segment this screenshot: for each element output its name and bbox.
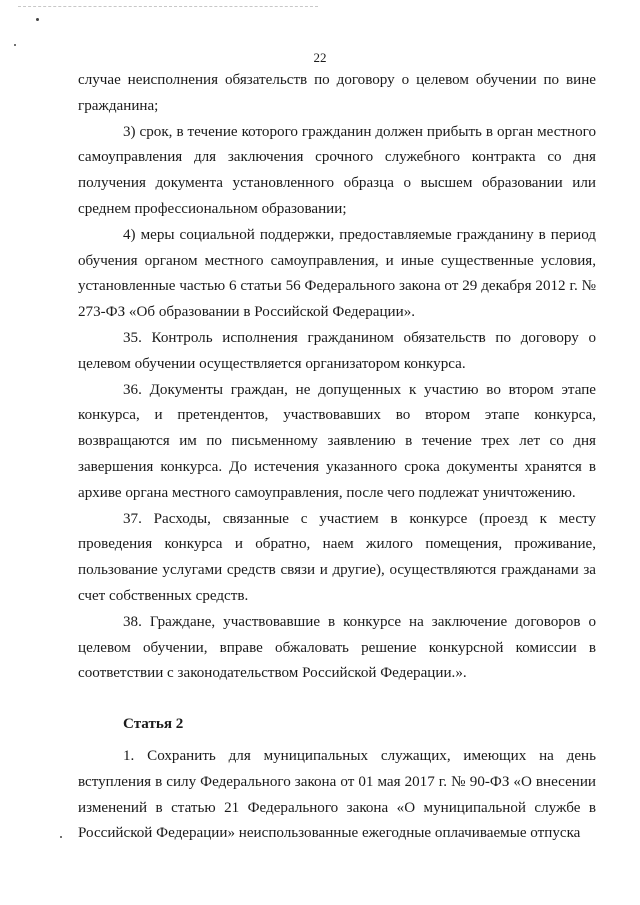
- paragraph-37: 37. Расходы, связанные с участием в конкурсе (проезд к месту проведения конкурса и обратно, наем жилого помещения, проживание, пользование услугами средств связи и другие), осуществляются гражданами за счет собственных средств.: [78, 510, 596, 604]
- paragraph-36: 36. Документы граждан, не допущенных к участию во втором этапе конкурса, и претендентов, участвовавших во втором этапе конкурса, возвращаются им по письменному заявлению в течение трех лет со дня завершения конкурса. До истечения указанного срока документы хранятся в архиве органа местного самоуправления, после чего подлежат уничтожению.: [78, 381, 596, 501]
- paragraph-item-3: 3) срок, в течение которого гражданин должен прибыть в орган местного самоуправления для заключения срочного служебного контракта со дня получения документа установленного образца о высшем образовании или среднем профессиональном образовании;: [78, 123, 596, 217]
- scan-speck: [14, 44, 16, 46]
- paragraph-item-4: 4) меры социальной поддержки, предоставляемые гражданину в период обучения органом местного самоуправления, и иные существенные условия, установленные частью 6 статьи 56 Федерального закона от 29 декабря 2012 г. № 273-ФЗ «Об образовании в Российской Федерации».: [78, 226, 596, 321]
- article-body: [78, 744, 596, 847]
- paragraph-35: 35. Контроль исполнения гражданином обязательств по договору о целевом обучении осуществляется организатором конкурса.: [78, 329, 596, 372]
- paragraph-38: 38. Граждане, участвовавшие в конкурсе на заключение договоров о целевом обучении, вправе обжаловать решение конкурсной комиссии в соответствии с законодательством Российской Федерации.».: [78, 613, 596, 682]
- scan-edge-mark: [18, 6, 318, 8]
- article-heading: Статья 2: [123, 716, 184, 732]
- paragraph-continuation: случае неисполнения обязательств по договору о целевом обучении по вине гражданина;: [78, 72, 596, 114]
- scan-speck: [36, 18, 39, 21]
- scan-speck: [60, 836, 62, 838]
- article-paragraph-1: 1. Сохранить для муниципальных служащих, имеющих на день вступления в силу Федерального закона от 01 мая 2017 г. № 90-ФЗ «О внесении изменений в статью 21 Федерального закона «О муниципальной службе в Российской Федерации» неиспользованные ежегодные оплачиваемые отпуска: [78, 748, 596, 842]
- page-number: 22: [313, 50, 327, 65]
- document-body: [78, 68, 596, 687]
